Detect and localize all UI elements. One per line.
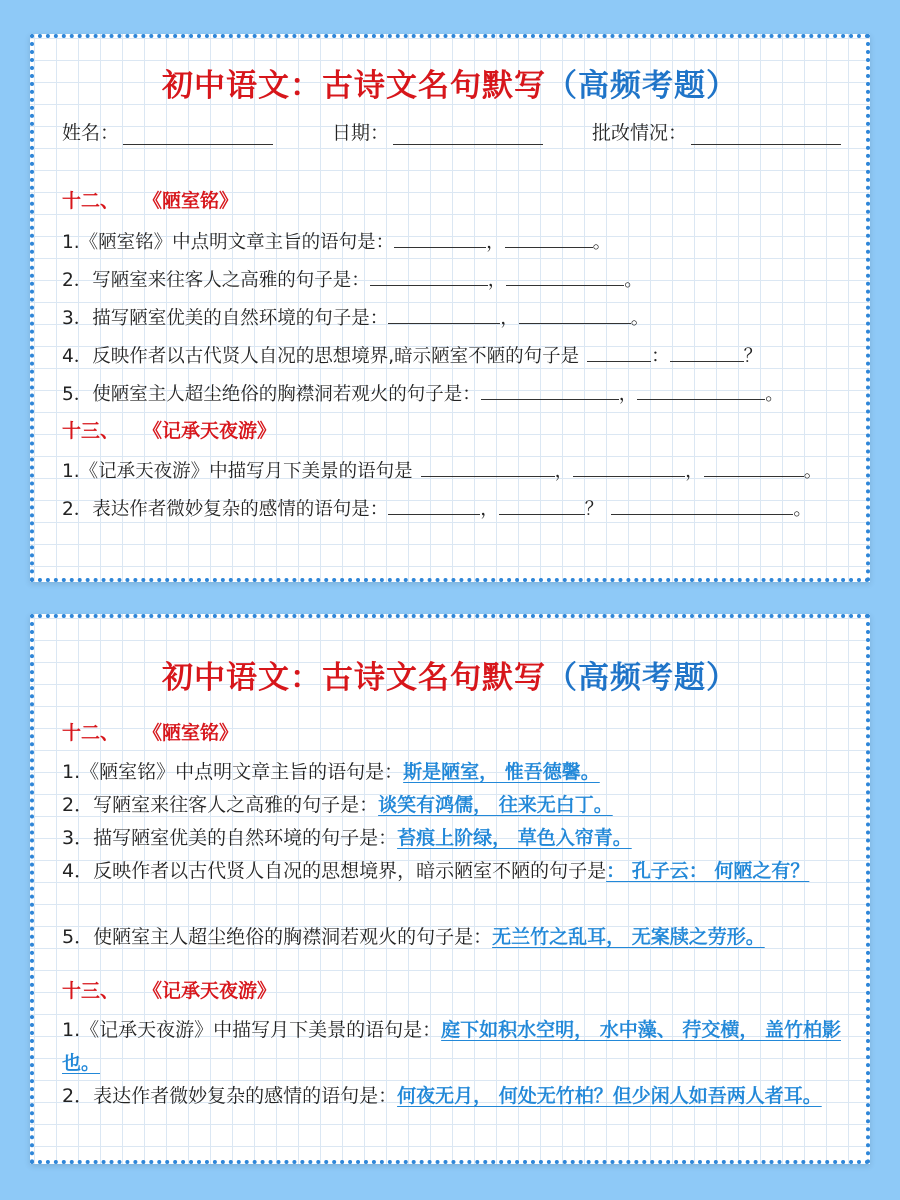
answer-blank[interactable] bbox=[704, 458, 804, 477]
question-12-1: 1.《陋室铭》中点明文章主旨的语句是： ， 。 bbox=[62, 229, 611, 255]
answer-12-3: 3．描写陋室优美的自然环境的句子是：苔痕上阶绿， 草色入帘青。 bbox=[62, 827, 632, 849]
date-label: 日期： bbox=[332, 122, 390, 144]
name-field[interactable] bbox=[62, 118, 332, 145]
answer-key-title: 初中语文：古诗文名句默写（高频考题） bbox=[162, 660, 738, 696]
answer-blank[interactable] bbox=[394, 229, 486, 248]
question-12-2: 2．写陋室来往客人之高雅的句子是： ， 。 bbox=[62, 267, 643, 293]
answer-blank[interactable] bbox=[519, 305, 631, 324]
worksheet-card bbox=[30, 34, 870, 582]
answer-blank[interactable] bbox=[388, 305, 500, 324]
answer-13-1: 1.《记承天夜游》中描写月下美景的语句是：庭下如积水空明， 水中藻、 荇交横， 盖竹柏影也。 bbox=[62, 1019, 841, 1074]
grade-label: 批改情况： bbox=[592, 122, 688, 144]
grade-field[interactable] bbox=[592, 118, 841, 145]
section-12-title: 十二、 《陋室铭》 bbox=[62, 190, 239, 212]
answer-blank[interactable] bbox=[421, 458, 555, 477]
answer-text: 苔痕上阶绿， 草色入帘青。 bbox=[397, 827, 632, 849]
answer-12-5: 5．使陋室主人超尘绝俗的胸襟洞若观火的句子是：无兰竹之乱耳， 无案牍之劳形。 bbox=[62, 926, 765, 948]
question-12-4: 4．反映作者以古代贤人自况的思想境界,暗示陋室不陋的句子是 ： ？ bbox=[62, 343, 762, 369]
answer-blank[interactable] bbox=[388, 496, 480, 515]
answer-text: 无兰竹之乱耳， 无案牍之劳形。 bbox=[492, 926, 765, 948]
answer-blank[interactable] bbox=[587, 343, 651, 362]
answer-text: ： 孔子云： 何陋之有？ bbox=[606, 860, 810, 882]
answer-blank[interactable] bbox=[670, 343, 744, 362]
answer-blank[interactable] bbox=[481, 381, 619, 400]
question-13-2: 2．表达作者微妙复杂的感情的语句是： ， ？ 。 bbox=[62, 496, 812, 522]
answer-blank[interactable] bbox=[637, 381, 765, 400]
answer-blank[interactable] bbox=[573, 458, 685, 477]
answer-section-13-title: 十三、 《记承天夜游》 bbox=[62, 980, 277, 1002]
question-13-1: 1.《记承天夜游》中描写月下美景的语句是 ， ， 。 bbox=[62, 458, 822, 484]
answer-section-12-title: 十二、 《陋室铭》 bbox=[62, 722, 239, 744]
date-field[interactable] bbox=[332, 118, 592, 145]
answer-text: 何夜无月， 何处无竹柏？但少闲人如吾两人者耳。 bbox=[397, 1085, 822, 1107]
answer-key-card bbox=[30, 614, 870, 1164]
question-12-3: 3．描写陋室优美的自然环境的句子是： ， 。 bbox=[62, 305, 649, 331]
answer-text: 庭下如积水空明， 水中藻、 荇交横， 盖竹柏影也。 bbox=[62, 1019, 841, 1074]
answer-blank[interactable] bbox=[370, 267, 488, 286]
answer-text: 斯是陋室， 惟吾德馨。 bbox=[403, 761, 600, 783]
answer-12-4: 4．反映作者以古代贤人自况的思想境界，暗示陋室不陋的句子是： 孔子云： 何陋之有？ bbox=[62, 860, 810, 882]
answer-12-1: 1.《陋室铭》中点明文章主旨的语句是：斯是陋室， 惟吾德馨。 bbox=[62, 761, 600, 783]
name-label: 姓名： bbox=[62, 122, 120, 144]
name-blank[interactable] bbox=[123, 126, 273, 145]
answer-blank[interactable] bbox=[611, 496, 793, 515]
answer-blank[interactable] bbox=[499, 496, 585, 515]
answer-13-2: 2．表达作者微妙复杂的感情的语句是：何夜无月， 何处无竹柏？但少闲人如吾两人者耳。 bbox=[62, 1085, 822, 1107]
section-13-title: 十三、 《记承天夜游》 bbox=[62, 420, 277, 442]
answer-blank[interactable] bbox=[506, 267, 624, 286]
student-info-row bbox=[62, 118, 852, 145]
answer-blank[interactable] bbox=[505, 229, 593, 248]
date-blank[interactable] bbox=[393, 126, 543, 145]
answer-12-2: 2．写陋室来往客人之高雅的句子是：谈笑有鸿儒， 往来无白丁。 bbox=[62, 794, 613, 816]
answer-text: 谈笑有鸿儒， 往来无白丁。 bbox=[378, 794, 613, 816]
worksheet-title: 初中语文：古诗文名句默写（高频考题） bbox=[162, 68, 738, 104]
grade-blank[interactable] bbox=[691, 126, 841, 145]
question-12-5: 5．使陋室主人超尘绝俗的胸襟洞若观火的句子是： ， 。 bbox=[62, 381, 784, 407]
